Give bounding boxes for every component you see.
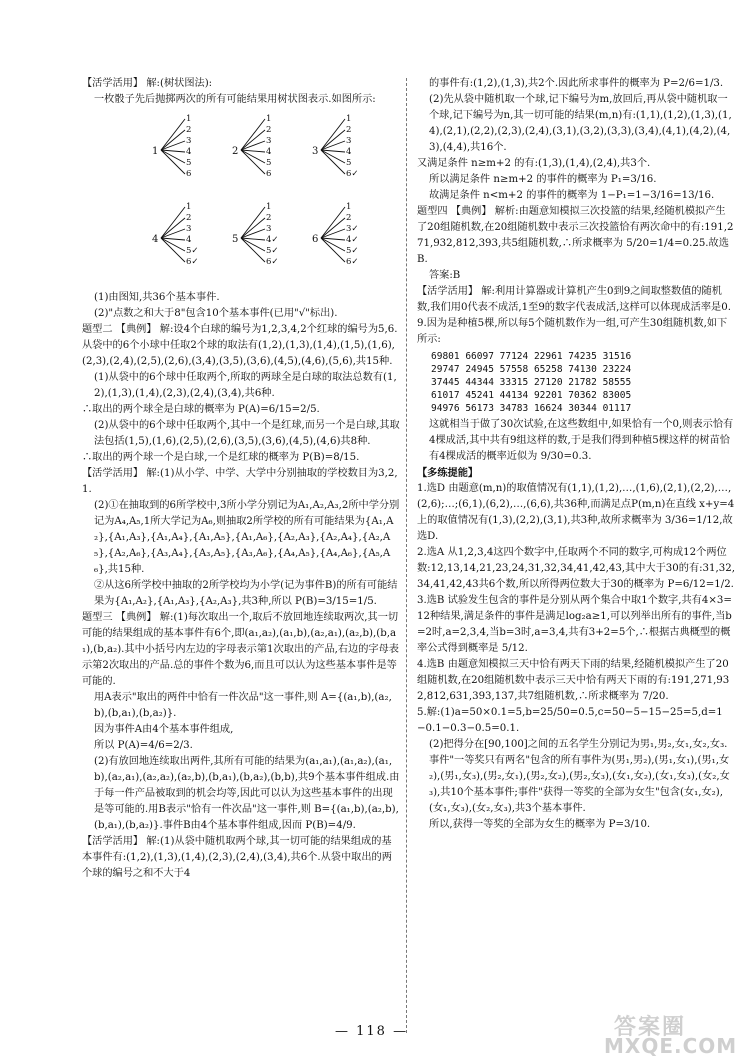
tree-branch: [321, 238, 345, 262]
tree-leaf-label: 5: [266, 158, 272, 168]
tree-branch: [241, 130, 265, 150]
answer-line: ∴取出的两个球一个是白球,一个是红球的概率为 P(B)=8/15.: [82, 452, 360, 463]
more-practice-heading: 【多练提能】: [417, 467, 479, 479]
tree-root-label: 3: [312, 146, 319, 157]
tree-leaves: [346, 202, 359, 268]
practice-heading-1: 【活学活用】 解:(树状图法):: [82, 78, 213, 89]
tree-leaf-label: 3: [186, 136, 192, 146]
column-divider: [406, 78, 407, 1033]
answer-line: 用A表示"取出的两件中恰有一件次品"这一事件,则 A={(a₁,b),(a₂,b),(b,a₁),(b,a₂)}.: [94, 692, 392, 719]
practice-heading-2: 【活学活用】 解:(1)从小学、中学、大学中分别抽取的学校数目为3,2,1.: [82, 468, 398, 495]
tree-leaf-label: 4: [186, 147, 192, 157]
section-type-4: 题型四 【典例】 解析:由题意知模拟三次投篮的结果,经随机模拟产生了20组随机数,在20组随机数中表示三次投篮恰有两次命中的有:191,271,932,812,393,共5组随机数,∴所求概率为 5/20=1/4=0.25.故选B.: [417, 206, 734, 265]
left-column: [82, 76, 400, 882]
tree-branch: [161, 130, 185, 150]
answer-line: 又满足条件 n≥m+2 的有:(1,3),(1,4),(2,4),共3个.: [417, 158, 651, 169]
answer-line: (2)"点数之和大于8"包含10个基本事件(已用"√"标出).: [94, 308, 338, 319]
tree-root-label: 5: [232, 234, 239, 245]
answer-line: 故满足条件 n<m+2 的事件的概率为 1−P₁=1−3/16=13/16.: [429, 190, 715, 201]
tree-leaf-label: 4✓: [346, 235, 359, 245]
tree-leaf-label: 5✓: [186, 246, 199, 256]
answer-line: 的事件有:(1,2),(1,3),共2个.因此所求事件的概率为 P=2/6=1/3.: [429, 78, 724, 89]
random-row: 37445 44344 33315 27120 21782 58555: [431, 377, 632, 388]
answer-line: (1)由图知,共36个基本事件.: [94, 292, 220, 303]
tree-leaf-label: 2: [346, 125, 352, 135]
tree-leaf-label: 1: [266, 202, 272, 212]
tree-leaf-label: 5: [346, 158, 352, 168]
answer-line: 所以 P(A)=4/6=2/3.: [94, 740, 193, 751]
tree-leaf-label: 5: [186, 158, 192, 168]
tree-root-label: 6: [312, 234, 319, 245]
practice-heading-3: 【活学活用】 解:(1)从袋中随机取两个球,其一切可能的结果组成的基本事件有:(1,2),(1,3),(1,4),(2,3),(2,4),(3,4),共6个.从袋中取出的两个球的编号之和不大于4: [82, 836, 392, 879]
tree-leaves: [186, 202, 199, 268]
watermark-logo: [594, 1010, 744, 1056]
tree-branch: [161, 218, 185, 238]
tree-leaves: [346, 114, 359, 180]
tree-root-label: 2: [232, 146, 239, 157]
tree-leaf-label: 6: [186, 169, 192, 179]
answer-line: 所以,获得一等奖的全部为女生的概率为 P=3/10.: [429, 819, 651, 830]
section-type-2: 题型二 【典例】 解:设4个白球的编号为1,2,3,4,2个红球的编号为5,6.从袋中的6个小球中任取2个球的取法有(1,2),(1,3),(1,4),(1,5),(1,6),(2,3),(2,4),(2,5),(2,6),(3,4),(3,5),(3,6),(4,5),(4,6),(5,6),共15种.: [82, 324, 398, 367]
tree-branch: [321, 130, 345, 150]
tree-branch: [241, 150, 265, 174]
tree-leaf-label: 6✓: [266, 257, 279, 267]
tree-branch: [321, 150, 345, 174]
tree-diagram: [232, 202, 322, 272]
tree-leaves: [266, 114, 271, 180]
random-row: 94976 56173 34783 16624 30344 01117: [431, 403, 632, 414]
tree-diagram: [312, 114, 402, 184]
exercise-1: 1.选D 由题意(m,n)的取值情况有(1,1),(1,2),…,(1,6),(2,1),(2,2),…,(2,6);…;(6,1),(6,2),…,(6,6),共36种,而满足点P(m,n)在直线 x+y=4 上的取值情况有(1,3),(2,2),(3,1),共3种,故所求概率为 3/36=1/12,故选D.: [417, 483, 735, 542]
tree-branch: [241, 238, 265, 262]
tree-leaf-label: 5✓: [266, 246, 279, 256]
tree-leaves: [186, 114, 191, 180]
answer-line: 因为事件A由4个基本事件组成,: [94, 724, 234, 735]
tree-leaf-label: 1: [346, 202, 352, 212]
random-row: 61017 45241 44134 92201 70362 83005: [431, 390, 632, 401]
answer-line: (2)把得分在[90,100]之间的五名学生分别记为男₁,男₂,女₁,女₂,女₃.: [429, 739, 728, 750]
tree-leaf-label: 4: [346, 147, 352, 157]
tree-diagrams: [82, 110, 400, 286]
answer-line: (2)①在抽取到的6所学校中,3所小学分别记为A₁,A₂,A₃,2所中学分别记为A₄,A₅,1所大学记为A₆,则抽取2所学校的所有可能结果为{A₁,A₂},{A₁,A₃},{A₁,A₄},{A₁,A₅},{A₁,A₆},{A₂,A₃},{A₂,A₄},{A₂,A₅},{A₂,A₆},{A₃,A₄},{A₃,A₅},{A₃,A₆},{A₄,A₅},{A₄,A₆},{A₅,A₆},共15种.: [94, 500, 400, 575]
tree-leaf-label: 2: [186, 125, 192, 135]
answer-line: 这就相当于做了30次试验,在这些数组中,如果恰有一个0,则表示恰有4棵成活,其中共有9组这样的数,于是我们得到种植5棵这样的树苗恰有4棵成活的概率近似为 9/30=0.3.: [429, 419, 734, 462]
tree-leaf-label: 1: [266, 114, 272, 124]
tree-leaf-label: 6✓: [346, 257, 359, 267]
right-column: [417, 76, 735, 833]
practice-heading-4: 【活学活用】 解:利用计算器或计算机产生0到9之间取整数值的随机数,我们用0代表不成活,1至9的数字代表成活,这样可以体现成活率是0.9.因为是种植5棵,所以每5个随机数作为一组,可产生30组随机数,如下所示:: [417, 286, 731, 345]
tree-diagram: [312, 202, 402, 272]
tree-leaf-label: 1: [186, 114, 192, 124]
exercise-4: 4.选B 由题意知模拟三天中恰有两天下雨的结果,经随机模拟产生了20组随机数,在20组随机数中表示三天中恰有两天下雨的有:191,271,932,812,631,393,137,共7组随机数,∴所求概率为 7/20.: [417, 659, 730, 702]
tree-leaf-label: 3: [266, 224, 272, 234]
answer-line: 答案:B: [429, 270, 461, 281]
tree-leaves: [266, 202, 279, 268]
answer-line: 所以满足条件 n≥m+2 的事件的概率为 P₁=3/16.: [429, 174, 657, 185]
tree-leaf-label: 4: [186, 235, 192, 245]
answer-line: ②从这6所学校中抽取的2所学校均为小学(记为事件B)的所有可能结果为{A₁,A₂},{A₁,A₃},{A₂,A₃},共3种,所以 P(B)=3/15=1/5.: [94, 580, 398, 607]
tree-leaf-label: 2: [186, 213, 192, 223]
answer-line: 事件"一等奖只有两名"包含的所有事件为(男₁,男₂),(男₁,女₁),(男₁,女₂),(男₁,女₃),(男₂,女₁),(男₂,女₂),(男₂,女₃),(女₁,女₂),(女₁,女₃),(女₂,女₃),共10个基本事件;事件"获得一等奖的全部为女生"包含(女₁,女₂),(女₁,女₃),(女₂,女₃),共3个基本事件.: [429, 755, 730, 814]
tree-branch: [241, 218, 265, 238]
random-number-table: [431, 350, 735, 415]
tree-diagram: [232, 114, 322, 184]
tree-intro: 一枚骰子先后抛掷两次的所有可能结果用树状图表示.如图所示:: [94, 94, 376, 105]
tree-leaf-label: 4: [266, 147, 272, 157]
tree-leaf-label: 6✓: [346, 169, 359, 179]
tree-leaf-label: 2: [266, 213, 272, 223]
section-type-3: 题型三 【典例】 解:(1)每次取出一个,取后不放回地连续取两次,其一切可能的结果组成的基本事件有6个,即(a₁,a₂),(a₁,b),(a₂,a₁),(a₂,b),(b,a₁),(b,a₂).其中小括号内左边的字母表示第1次取出的产品,右边的字母表示第2次取出的产品.总的事件个数为6,而且可以认为这些基本事件是等可能的.: [82, 612, 399, 687]
tree-leaf-label: 5✓: [346, 246, 359, 256]
tree-leaf-label: 1: [186, 202, 192, 212]
answer-line: (2)从袋中的6个球中任取两个,其中一个是红球,而另一个是白球,其取法包括(1,5),(1,6),(2,5),(2,6),(3,5),(3,6),(4,5),(4,6)共8种.: [94, 420, 400, 447]
tree-leaf-label: 3: [346, 136, 352, 146]
tree-leaf-label: 6✓: [186, 257, 199, 267]
tree-leaf-label: 3: [266, 136, 272, 146]
exercise-5: 5.解:(1)a=50×0.1=5,b=25/50=0.5,c=50−5−15−25=5,d=1−0.1−0.3−0.5=0.1.: [417, 707, 723, 734]
tree-branch: [321, 218, 345, 238]
tree-branch: [161, 238, 185, 262]
tree-diagram: [152, 114, 242, 184]
tree-diagram: [152, 202, 242, 272]
tree-leaf-label: 4✓: [266, 235, 279, 245]
exercise-2: 2.选A 从1,2,3,4这四个数字中,任取两个不同的数字,可构成12个两位数:12,13,14,21,23,24,31,32,34,41,42,43,其中大于30的有:31,32,34,41,42,43共6个数,所以所得两位数大于30的概率为 P=6/12=1/2.: [417, 547, 735, 590]
random-row: 69801 66097 77124 22961 74235 31516: [431, 351, 632, 362]
answer-line: (1)从袋中的6个球中任取两个,所取的两球全是白球的取法总数有(1,2),(1,3),(1,4),(2,3),(2,4),(3,4),共6种.: [94, 372, 397, 399]
tree-root-label: 1: [152, 146, 159, 157]
answer-line: (2)有放回地连续取出两件,其所有可能的结果为(a₁,a₁),(a₁,a₂),(a₁,b),(a₂,a₁),(a₂,a₂),(a₂,b),(b,a₁),(b,a₂),(b,b),共9个基本事件组成.由于每一件产品被取到的机会均等,因此可以认为这些基本事件的出现是等可能的.用B表示"恰有一件次品"这一事件,则 B={(a₁,b),(a₂,b),(b,a₁),(b,a₂)}.事件B由4个基本事件组成,因而 P(B)=4/9.: [94, 756, 400, 831]
page-number: — 118 —: [335, 1024, 409, 1039]
tree-leaf-label: 3: [186, 224, 192, 234]
tree-branch: [161, 150, 185, 174]
answer-line: (2)先从袋中随机取一个球,记下编号为m,放回后,再从袋中随机取一个球,记下编号为n,其一切可能的结果(m,n)有:(1,1),(1,2),(1,3),(1,4),(2,1),(2,2),(2,3),(2,4),(3,1),(3,2),(3,3),(3,4),(4,1),(4,2),(4,3),(4,4),共16个.: [429, 94, 732, 153]
exercise-3: 3.选B 试验发生包含的事件是分别从两个集合中取1个数字,共有4×3=12种结果,满足条件的事件是满足log₂a≥1,可以列举出所有的事件,当b=2时,a=2,3,4,当b=3时,a=3,4,共有3+2=5个,∴根据古典概型的概率公式得到概率是 5/12.: [417, 595, 732, 654]
watermark-text-bottom: MXQE.COM: [604, 1034, 738, 1058]
answer-line: ∴取出的两个球全是白球的概率为 P(A)=6/15=2/5.: [82, 404, 320, 415]
tree-leaf-label: 2: [346, 213, 352, 223]
tree-leaf-label: 6: [266, 169, 272, 179]
tree-root-label: 4: [152, 234, 159, 245]
random-row: 29747 24945 57558 65258 74130 23224: [431, 364, 632, 375]
watermark-text-top: 答案圈: [614, 1015, 687, 1040]
tree-leaf-label: 3✓: [346, 224, 359, 234]
tree-leaf-label: 1: [346, 114, 352, 124]
tree-leaf-label: 2: [266, 125, 272, 135]
